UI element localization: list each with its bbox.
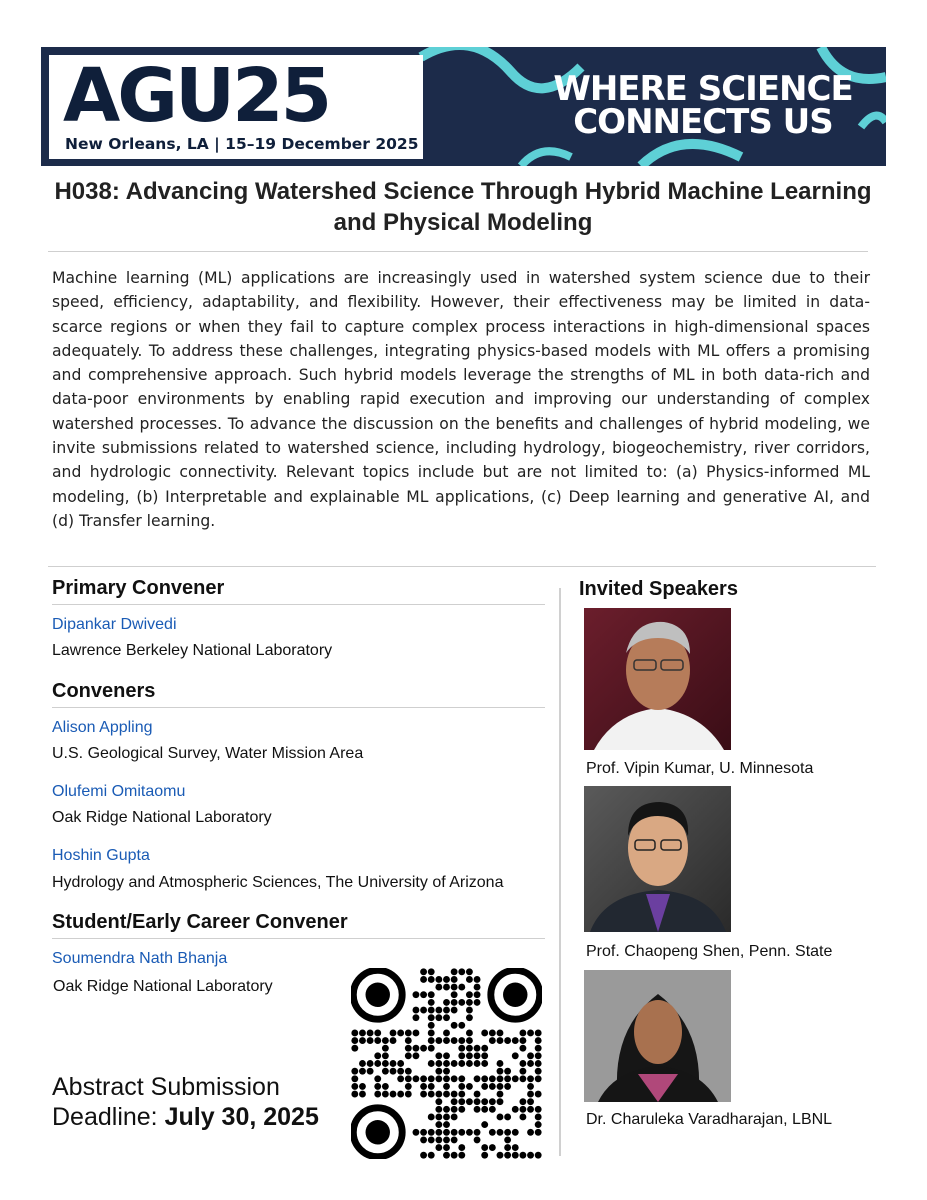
deadline-date: July 30, 2025: [164, 1103, 319, 1131]
conveners-divider: [52, 707, 545, 708]
header-banner: [41, 47, 886, 166]
invited-speakers-heading: Invited Speakers: [579, 578, 738, 600]
speaker-photo: [584, 786, 731, 932]
tagline-line2: CONNECTS US: [573, 102, 833, 142]
agu-logo: [49, 55, 423, 159]
primary-convener-heading: Primary Convener: [52, 577, 225, 599]
session-title: H038: Advancing Watershed Science Through Hybrid Machine Learning and Physical Modeling: [54, 178, 872, 236]
location-dates: New Orleans, LA | 15–19 December 2025: [65, 135, 419, 153]
abstract-divider: [48, 566, 876, 567]
convener-name[interactable]: Olufemi Omitaomu: [52, 783, 186, 800]
speaker-caption: Dr. Charuleka Varadharajan, LBNL: [586, 1111, 833, 1128]
deadline-label: Deadline:: [52, 1103, 165, 1131]
deadline-line1: Abstract Submission: [52, 1073, 280, 1101]
primary-convener-name[interactable]: Dipankar Dwivedi: [52, 616, 177, 633]
primary-divider: [52, 604, 545, 605]
convener-affiliation: Hydrology and Atmospheric Sciences, The University of Arizona: [52, 874, 504, 891]
deadline-line2: [52, 1102, 319, 1132]
student-convener-name[interactable]: Soumendra Nath Bhanja: [52, 950, 228, 967]
qr-code[interactable]: [351, 968, 542, 1159]
convener-name[interactable]: Hoshin Gupta: [52, 847, 150, 864]
convener-affiliation: U.S. Geological Survey, Water Mission Area: [52, 745, 364, 762]
logo-wordmark: AGU25: [63, 53, 330, 139]
student-divider: [52, 938, 545, 939]
convener-name[interactable]: Alison Appling: [52, 719, 153, 736]
speaker-caption: Prof. Vipin Kumar, U. Minnesota: [586, 760, 814, 777]
abstract-deadline: [52, 1072, 319, 1132]
primary-convener-affiliation: Lawrence Berkeley National Laboratory: [52, 642, 333, 659]
column-divider: [559, 588, 561, 1156]
conveners-heading: Conveners: [52, 680, 156, 702]
tagline-line1: WHERE SCIENCE: [553, 69, 853, 109]
tagline: [553, 69, 853, 142]
student-convener-affiliation: Oak Ridge National Laboratory: [53, 978, 273, 995]
convener-affiliation: Oak Ridge National Laboratory: [52, 809, 272, 826]
speaker-caption: Prof. Chaopeng Shen, Penn. State: [586, 943, 833, 960]
student-convener-heading: Student/Early Career Convener: [52, 911, 348, 933]
speaker-photo: [584, 608, 731, 750]
session-abstract: Machine learning (ML) applications are increasingly used in watershed system science due to their speed, efficiency, adaptability, and flexibility. However, their effectiveness may be limited in data-scarce regions or when they fail to capture complex process interactions in high-dimensional spaces adequately. To address these challenges, integrating physics-based models with ML offers a promising and comprehensive approach. Such hybrid models leverage the strengths of ML in both data-rich and data-poor environments by enabling rapid execution and improving our understanding of complex watershed processes. To advance the discussion on the benefits and challenges of hybrid modeling, we invite submissions related to watershed science, including hydrology, biogeochemistry, river corridors, and hydrologic connectivity. Relevant topics include but are not limited to: (a) Physics-informed ML modeling, (b) Interpretable and explainable ML applications, (c) Deep learning and generative AI, and (d) Transfer learning.: [52, 269, 870, 530]
speaker-photo: [584, 970, 731, 1102]
title-divider: [48, 251, 868, 252]
